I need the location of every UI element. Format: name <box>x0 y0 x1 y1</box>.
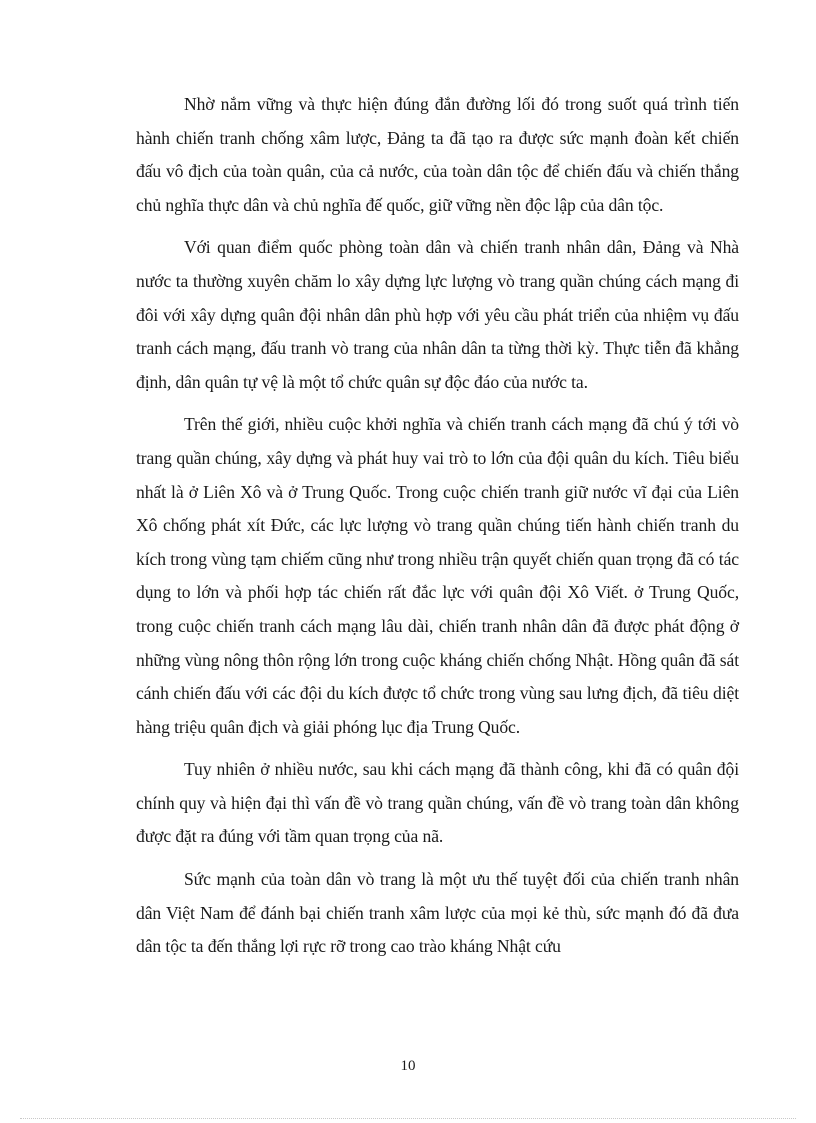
paragraph-2: Với quan điểm quốc phòng toàn dân và chiến tranh nhân dân, Đảng và Nhà nước ta thường xuyên chăm lo xây dựng lực lượng vò trang quần chúng cách mạng đi đôi với xây dựng quân đội nhân dân phù hợp với yêu cầu phát triển của nhiệm vụ đấu tranh cách mạng, đấu tranh vò trang của nhân dân ta từng thời kỳ. Thực tiễn đã khẳng định, dân quân tự vệ là một tổ chức quân sự độc đáo của nước ta. <box>136 237 739 392</box>
paragraph-4: Tuy nhiên ở nhiều nước, sau khi cách mạng đã thành công, khi đã có quân đội chính quy và hiện đại thì vấn đề vò trang quần chúng, vấn đề vò trang toàn dân không được đặt ra đúng với tầm quan trọng của nã. <box>136 759 739 847</box>
paragraph-3: Trên thế giới, nhiều cuộc khởi nghĩa và chiến tranh cách mạng đã chú ý tới vò trang quần chúng, xây dựng và phát huy vai trò to lớn của đội quân du kích. Tiêu biểu nhất là ở Liên Xô và ở Trung Quốc. Trong cuộc chiến tranh giữ nước vĩ đại của Liên Xô chống phát xít Đức, các lực lượng vò trang quần chúng tiến hành chiến tranh du kích trong vùng tạm chiếm cũng như trong nhiều trận quyết chiến quan trọng đã có tác dụng to lớn và phối hợp tác chiến rất đắc lực với quân đội Xô Viết. ở Trung Quốc, trong cuộc chiến tranh cách mạng lâu dài, chiến tranh nhân dân đã được phát động ở những vùng nông thôn rộng lớn trong cuộc kháng chiến chống Nhật. Hồng quân đã sát cánh chiến đấu với các đội du kích được tổ chức trong vùng sau lưng địch, đã tiêu diệt hàng triệu quân địch và giải phóng lục địa Trung Quốc. <box>136 414 739 737</box>
paragraph-5: Sức mạnh của toàn dân vò trang là một ưu thế tuyệt đối của chiến tranh nhân dân Việt Nam để đánh bại chiến tranh xâm lược của mọi kẻ thù, sức mạnh đó đã đưa dân tộc ta đến thắng lợi rực rỡ trong cao trào kháng Nhật cứu <box>136 869 739 957</box>
page-number: 10 <box>400 1058 416 1074</box>
paragraph-1: Nhờ nắm vững và thực hiện đúng đắn đường lối đó trong suốt quá trình tiến hành chiến tranh chống xâm lược, Đảng ta đã tạo ra được sức mạnh đoàn kết chiến đấu vô địch của toàn quân, của cả nước, của toàn dân tộc để chiến đấu và chiến thắng chủ nghĩa thực dân và chủ nghĩa đế quốc, giữ vững nền độc lập của dân tộc. <box>136 94 739 215</box>
page-bottom-edge <box>20 1118 796 1119</box>
body-text <box>136 88 739 973</box>
